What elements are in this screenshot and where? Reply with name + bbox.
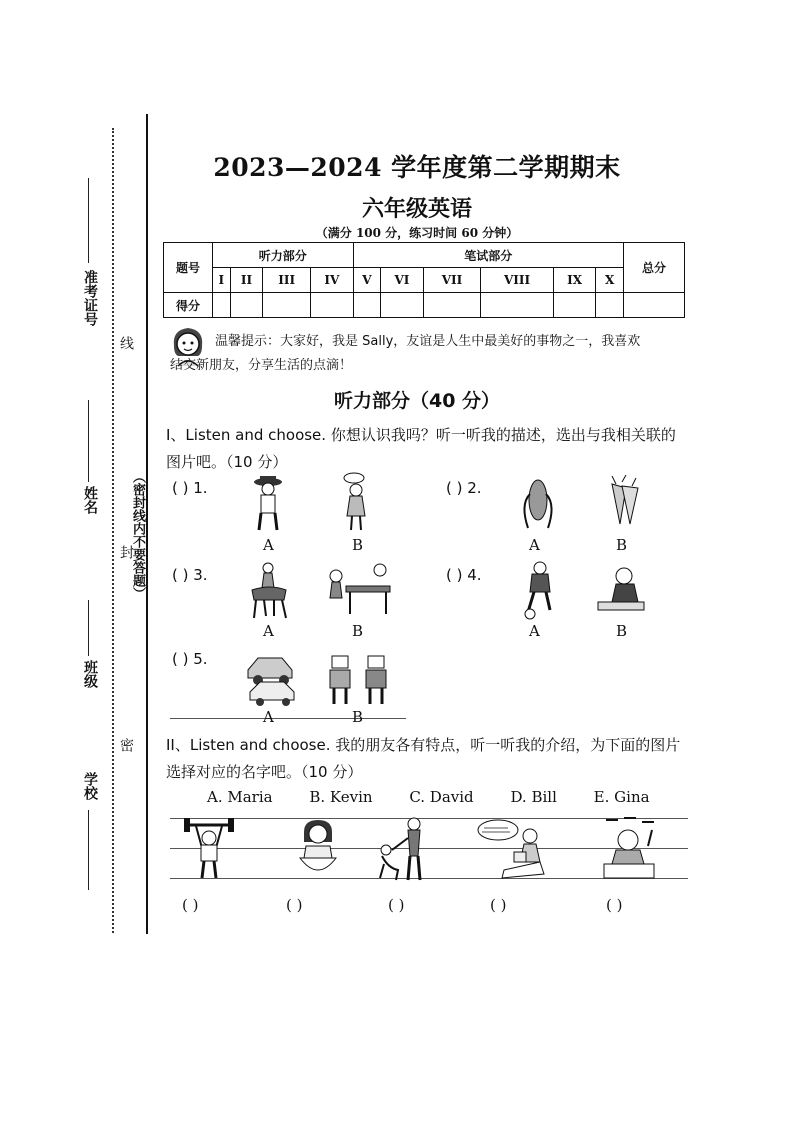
part2-instruction-line1: II、Listen and choose. 我的朋友各有特点，听一听我的介绍，为下面的图片	[166, 736, 681, 754]
score-cell[interactable]	[213, 293, 231, 318]
col-numeral: IV	[311, 268, 354, 293]
answer-blank[interactable]: ( )	[388, 896, 405, 914]
answer-blank[interactable]: ( )	[286, 896, 303, 914]
studying-boy-picture	[598, 816, 660, 882]
name-option: A. Maria	[207, 788, 273, 806]
school-label: 学校	[82, 772, 98, 800]
item3-option-a: A	[263, 622, 274, 640]
item4-option-b: B	[616, 622, 628, 640]
tip-line1: 温馨提示：大家好，我是 Sally，友谊是人生中最美好的事物之一，我喜欢	[215, 334, 641, 349]
part1-instruction-line2: 图片吧。（10 分）	[166, 453, 288, 471]
ping-pong-picture	[322, 562, 392, 618]
col-numeral: III	[263, 268, 311, 293]
score-cell[interactable]	[423, 293, 481, 318]
listening-header: 听力部分	[213, 243, 354, 268]
man-and-dog-picture	[374, 816, 434, 882]
name-option: D. Bill	[510, 788, 557, 806]
item2-option-b: B	[616, 536, 628, 554]
score-cell[interactable]	[230, 293, 263, 318]
item4-number[interactable]: ( ) 4.	[446, 566, 482, 584]
col-numeral: VII	[423, 268, 481, 293]
class-label: 班级	[82, 660, 98, 688]
score-cell[interactable]	[353, 293, 381, 318]
name-option: B. Kevin	[309, 788, 373, 806]
score-cell[interactable]	[481, 293, 554, 318]
reading-girl-picture	[474, 818, 548, 882]
score-cell[interactable]	[553, 293, 596, 318]
secret-mark: 密	[118, 738, 134, 752]
writing-header: 笔试部分	[353, 243, 623, 268]
line-mark: 线	[118, 336, 134, 350]
tip-line2: 结交新朋友，分享生活的点滴！	[170, 358, 353, 373]
col-numeral: V	[353, 268, 381, 293]
corn-picture	[518, 474, 558, 530]
item1-option-b: B	[352, 536, 364, 554]
col-numeral: II	[230, 268, 263, 293]
total-score-cell[interactable]	[624, 293, 685, 318]
listening-section-title: 听力部分（40 分）	[333, 390, 501, 412]
col-numeral: X	[596, 268, 624, 293]
football-player-picture	[518, 560, 562, 620]
lasso-girl-picture	[336, 472, 376, 534]
item5-option-a: A	[263, 708, 274, 726]
score-cell[interactable]	[381, 293, 424, 318]
part2-instruction-line2: 选择对应的名字吧。（10 分）	[166, 763, 363, 781]
col-numeral: VIII	[481, 268, 554, 293]
answer-blank[interactable]: ( )	[490, 896, 507, 914]
seal-note: （密封线内不要答题）	[130, 470, 145, 600]
score-table	[163, 242, 685, 318]
cowboy-picture	[250, 474, 286, 534]
toy-cars-picture	[244, 650, 298, 706]
answer-blank[interactable]: ( )	[182, 896, 199, 914]
seal-mark: 封	[118, 545, 134, 559]
part1-instruction	[166, 422, 686, 476]
item2-option-a: A	[529, 536, 540, 554]
name-option: C. David	[409, 788, 474, 806]
school-blank[interactable]	[88, 810, 89, 890]
answer-blank[interactable]: ( )	[606, 896, 623, 914]
item2-number[interactable]: ( ) 2.	[446, 479, 482, 497]
exam-title: 2023—2024 学年度第二学期期末	[213, 153, 621, 182]
name-label: 姓名	[82, 486, 98, 514]
weightlifter-picture	[182, 812, 236, 880]
exam-note: （满分 100 分，练习时间 60 分钟）	[315, 226, 519, 240]
part1-instruction-line1: I、Listen and choose. 你想认识我吗？听一听我的描述，选出与我相关联的	[166, 426, 676, 444]
binding-line-dotted	[112, 128, 114, 933]
name-options	[207, 788, 682, 806]
item1-option-a: A	[263, 536, 274, 554]
class-blank[interactable]	[88, 600, 89, 656]
item5-number[interactable]: ( ) 5.	[172, 650, 208, 668]
row-label-score: 得分	[164, 293, 213, 318]
exam-id-label: 准考证号	[82, 270, 98, 326]
name-option: E. Gina	[593, 788, 650, 806]
item5-option-b: B	[352, 708, 364, 726]
item5-underline	[170, 718, 406, 719]
item3-option-b: B	[352, 622, 364, 640]
total-header: 总分	[624, 243, 685, 293]
score-cell[interactable]	[263, 293, 311, 318]
item1-number[interactable]: ( ) 1.	[172, 479, 208, 497]
part2-instruction	[166, 732, 686, 786]
writing-man-picture	[594, 562, 648, 616]
cooking-girl-picture	[296, 818, 340, 880]
horse-rider-picture	[244, 560, 294, 620]
row-label-number: 题号	[164, 243, 213, 293]
toy-robots-picture	[324, 650, 394, 706]
item3-number[interactable]: ( ) 3.	[172, 566, 208, 584]
score-cell[interactable]	[311, 293, 354, 318]
col-numeral: IX	[553, 268, 596, 293]
col-numeral: VI	[381, 268, 424, 293]
score-cell[interactable]	[596, 293, 624, 318]
subject-title: 六年级英语	[361, 197, 472, 222]
col-numeral: I	[213, 268, 231, 293]
item4-option-a: A	[529, 622, 540, 640]
carrots-picture	[602, 474, 642, 530]
